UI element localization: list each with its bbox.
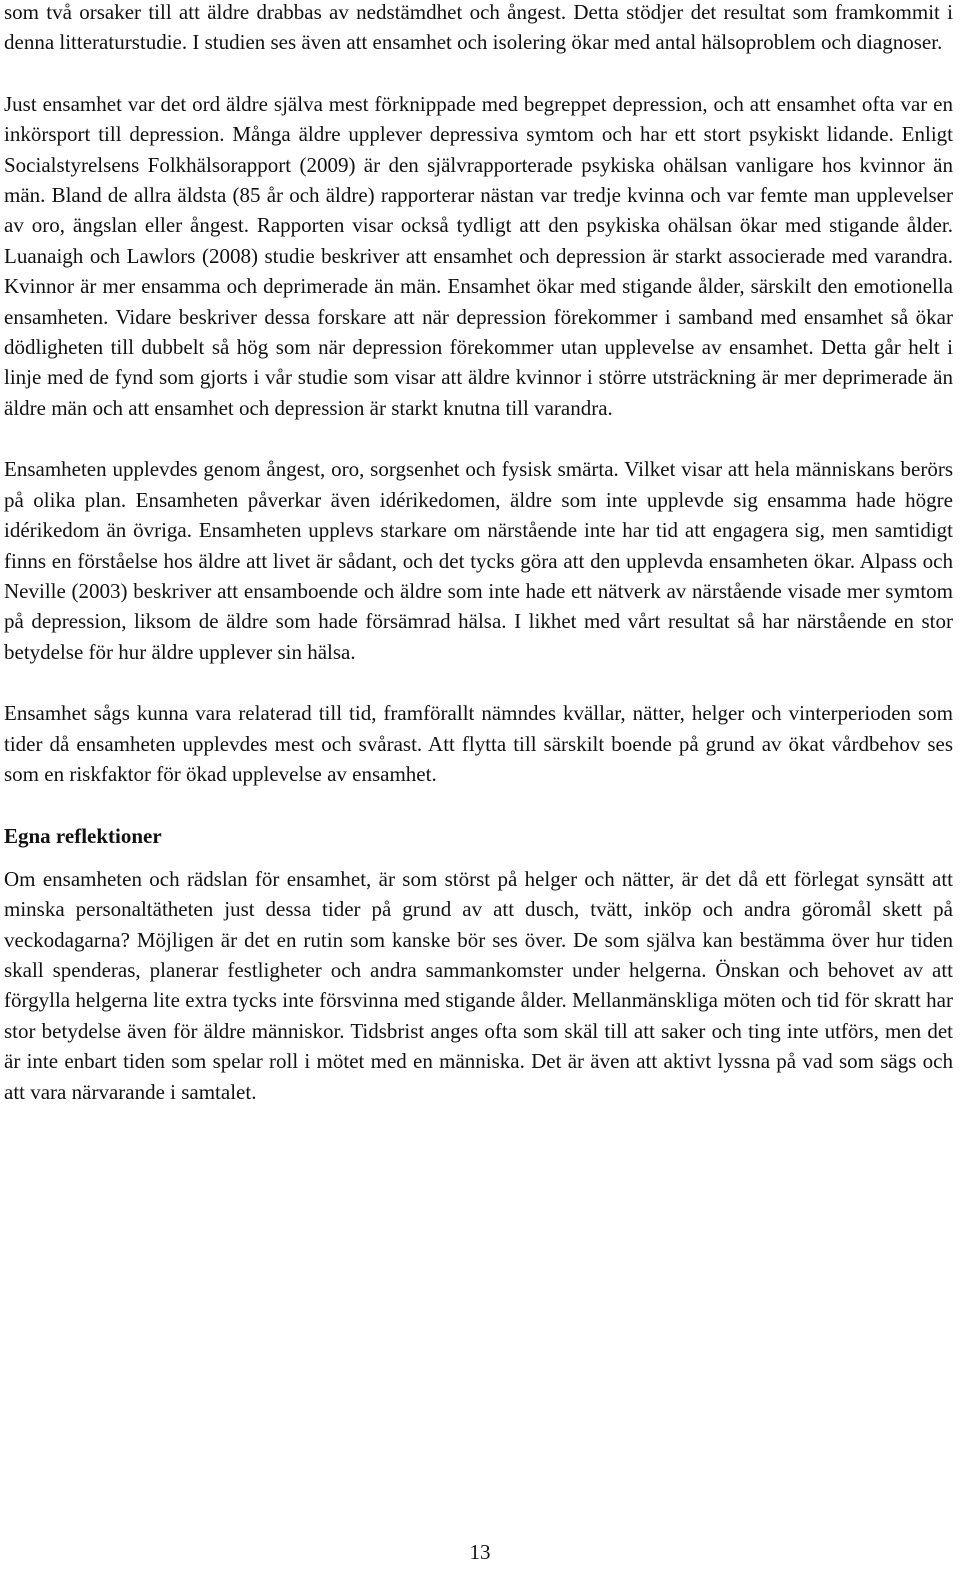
body-paragraph-2: Just ensamhet var det ord äldre själva mest förknippade med begreppet depression, och att ensamhet ofta var en inkörsport till depression. Många äldre upplever depressiva symtom och har ett stort psykiskt lidande. Enligt Socialstyrelsens Folkhälsorapport (2009) är den självrapporterade psykiska ohälsan vanligare hos kvinnor än män. Bland de allra äldsta (85 år och äldre) rapporterar nästan var tredje kvinna och var femte man upplevelser av oro, ängslan eller ångest. Rapporten visar också tydligt att den psykiska ohälsan ökar med stigande ålder. Luanaigh och Lawlors (2008) studie beskriver att ensamhet och depression är starkt associerade med varandra. Kvinnor är mer ensamma och deprimerade än män. Ensamhet ökar med stigande ålder, särskilt den emotionella ensamheten. Vidare beskriver dessa forskare att när depression förekommer i samband med ensamhet så ökar dödligheten till dubbelt så hög som när depression förekommer utan upplevelse av ensamhet. Detta går helt i linje med de fynd som gjorts i vår studie som visar att äldre kvinnor i större utsträckning är mer deprimerade än äldre män och att ensamhet och depression är starkt knutna till varandra.	[4, 91, 953, 420]
page-number: 13	[469, 1540, 491, 1564]
body-paragraph-3: Ensamheten upplevdes genom ångest, oro, sorgsenhet och fysisk smärta. Vilket visar att hela människans berörs på olika plan. Ensamheten påverkar även idérikedomen, äldre som inte upplevde sig ensamma hade högre idérikedom än övriga. Ensamheten upplevs starkare om närstående inte har tid att engagera sig, men samtidigt finns en förståelse hos äldre att livet är sådant, och det tycks göra att den upplevda ensamheten ökar. Alpass och Neville (2003) beskriver att ensamboende och äldre som inte hade ett nätverk av närstående visade mer symtom på depression, liksom de äldre som hade försämrad hälsa. I likhet med vårt resultat så har närstående en stor betydelse för hur äldre upplever sin hälsa.	[4, 457, 953, 664]
section-paragraph: Om ensamheten och rädslan för ensamhet, är som störst på helger och nätter, är det då ett förlegat synsätt att minska personaltätheten just dessa tider på grund av att dusch, tvätt, inköp och andra göromål skett på veckodagarna? Möjligen är det en rutin som kanske bör ses över. De som själva kan bestämma över hur tiden skall spenderas, planerar festligheter och andra sammankomster under helgerna. Önskan och behovet av att förgylla helgerna lite extra tycks inte försvinna med stigande ålder. Mellanmänskliga möten och tid för skratt har stor betydelse även för äldre människor. Tidsbrist anges ofta som skäl till att saker och ting inte utförs, men det är inte enbart tiden som spelar roll i mötet med en människa. Det är även att aktivt lyssna på vad som sägs och att vara närvarande i samtalet.	[4, 866, 953, 1104]
body-paragraph-4: Ensamhet sågs kunna vara relaterad till tid, framförallt nämndes kvällar, nätter, helger och vinterperioden som tider då ensamheten upplevdes mest och svårast. Att flytta till särskilt boende på grund av ökat vårdbehov ses som en riskfaktor för ökad upplevelse av ensamhet.	[4, 701, 953, 786]
body-paragraph-1: som två orsaker till att äldre drabbas av nedstämdhet och ångest. Detta stödjer det resultat som framkommit i denna litteraturstudie. I studien ses även att ensamhet och isolering ökar med antal hälsoproblem och diagnoser.	[4, 0, 953, 55]
section-heading: Egna reflektioner	[4, 824, 162, 849]
